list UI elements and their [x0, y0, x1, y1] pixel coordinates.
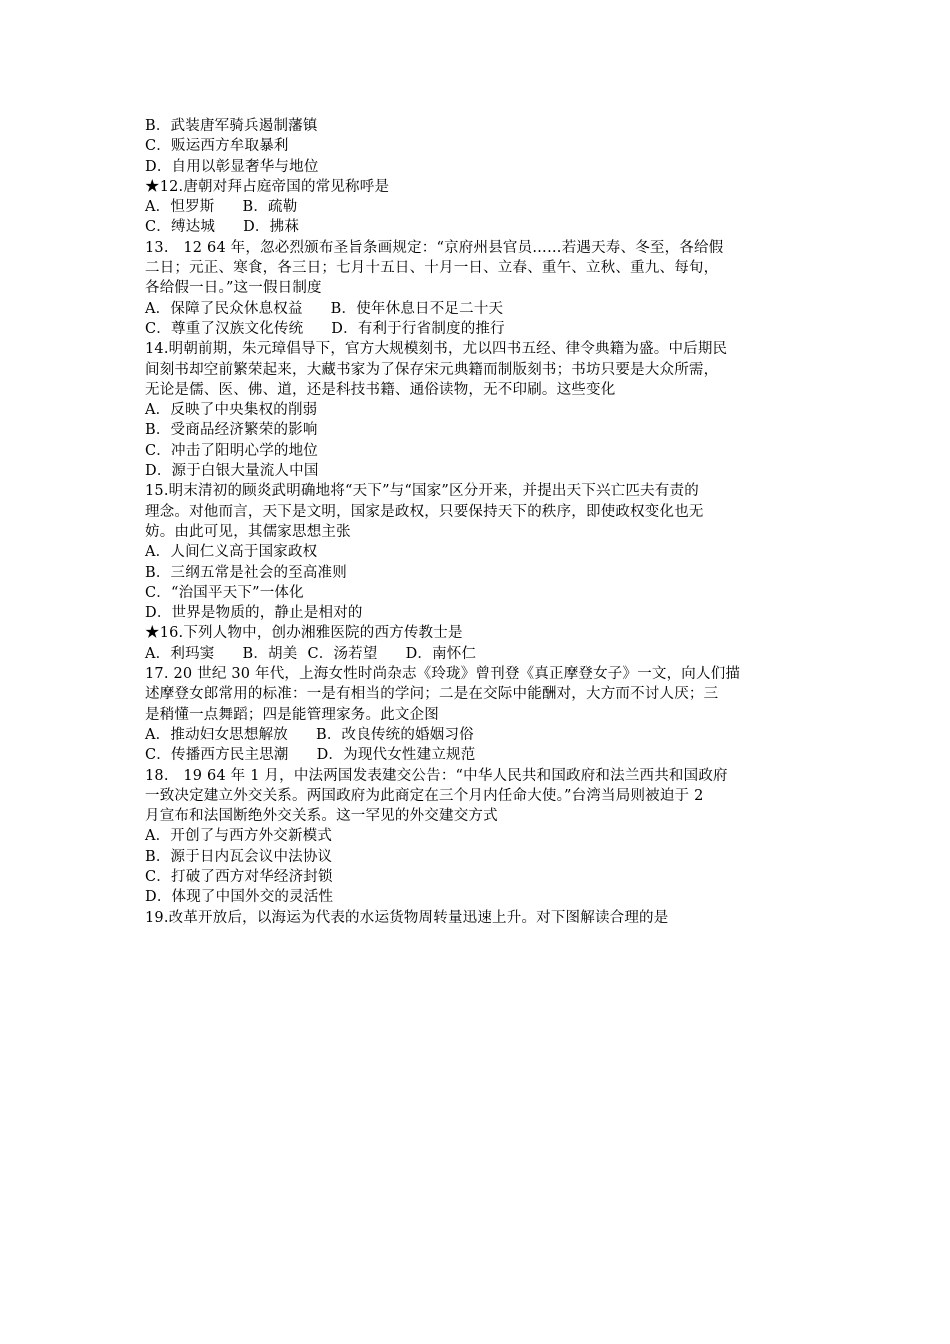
q11-option-b: B．武装唐军骑兵遏制藩镇: [145, 118, 318, 134]
q16-stem: ★16.下列人物中，创办湘雅医院的西方传教士是: [145, 625, 463, 642]
q11-option-c: C．贩运西方牟取暴利: [145, 138, 289, 155]
q14-stem-line-3: 无论是儒、医、佛、道，还是科技书籍、通俗读物，无不印刷。这些变化: [145, 381, 616, 398]
q13-option-b: B．使年休息日不足二十天: [330, 300, 504, 317]
q15-option-b: B．三纲五常是社会的至高准则: [145, 564, 347, 581]
q13-stem-line-1: 13. 12 64 年，忽必烈颁布圣旨条画规定：“京府州县官员……若遇天寿、冬至，各给假: [145, 239, 724, 256]
q14-stem-line-2: 间刻书却空前繁荣起来，大藏书家为了保存宋元典籍而制版刻书；书坊只要是大众所需，: [145, 361, 719, 378]
q16-option-b: B．胡美: [242, 645, 298, 662]
q18-stem-line-3: 月宣布和法国断绝外交关系。这一罕见的外交建交方式: [145, 808, 498, 825]
q12-options-row-1: [145, 197, 810, 217]
q14-option-c: C．冲击了阳明心学的地位: [145, 442, 318, 459]
q18-option-c: C．打破了西方对华经济封锁: [145, 868, 333, 885]
q13-stem-line-3: 各给假一日。”这一假日制度: [145, 280, 322, 297]
q17-option-b: B．改良传统的婚姻习俗: [315, 726, 474, 743]
q13-options-row-2: [145, 319, 810, 339]
q15-option-d: D．世界是物质的，静止是相对的: [145, 605, 363, 622]
q15-stem-line-1: 15.明末清初的顾炎武明确地将“天下”与“国家”区分开来，并提出天下兴亡匹夫有责的: [145, 483, 699, 500]
q12-options-row-2: [145, 217, 810, 237]
q17-stem-line-2: 述摩登女郎常用的标准：一是有相当的学问；二是在交际中能酬对，大方而不讨人厌；三: [145, 686, 719, 703]
q17-option-d: D．为现代女性建立规范: [316, 747, 476, 764]
q15-option-a: A．人间仁义高于国家政权: [145, 544, 318, 561]
q18-option-d: D．体现了中国外交的灵活性: [145, 889, 334, 906]
q14-option-d: D．源于白银大量流人中国: [145, 463, 319, 480]
q14-option-a: A．反映了中央集权的削弱: [145, 402, 318, 419]
q17-options-row-1: [145, 725, 810, 745]
q19-stem: 19.改革开放后，以海运为代表的水运货物周转量迅速上升。对下图解读合理的是: [145, 909, 669, 926]
q17-option-a: A．推动妇女思想解放: [145, 726, 288, 743]
q16-option-c: C．汤若望: [307, 645, 378, 662]
q17-option-c: C．传播西方民主思潮: [145, 747, 289, 764]
q12-option-d: D．拂菻: [243, 219, 300, 236]
q17-options-row-2: [145, 745, 810, 765]
q14-stem-line-1: 14.明朝前期，朱元璋倡导下，官方大规模刻书，尤以四书五经、律令典籍为盛。中后期民: [145, 341, 728, 358]
q18-stem-line-2: 一致决定建立外交关系。两国政府为此商定在三个月内任命大使。”台湾当局则被迫于 2: [145, 787, 704, 804]
q16-options-row: [145, 644, 810, 664]
q12-option-b: B．疏勒: [242, 199, 298, 216]
q18-option-b: B．源于日内瓦会议中法协议: [145, 848, 333, 865]
q13-stem-line-2: 二日；元正、寒食，各三日；七月十五日、十月一日、立春、重午、立秋、重九、每旬，: [145, 260, 719, 277]
q16-option-d: D．南怀仁: [405, 645, 477, 662]
q16-option-a: A．利玛窦: [145, 645, 215, 662]
q12-option-a: A．怛罗斯: [145, 199, 215, 216]
q18-option-a: A．开创了与西方外交新模式: [145, 828, 333, 845]
q11-option-d: D．自用以彰显奢华与地位: [145, 158, 319, 175]
q18-stem-line-1: 18. 19 64 年 1 月，中法两国发表建交公告：“中华人民共和国政府和法兰西共和国政府: [145, 767, 728, 784]
q15-stem-line-3: 妨。由此可见，其儒家思想主张: [145, 523, 351, 540]
q13-option-c: C．尊重了汉族文化传统: [145, 320, 304, 337]
q13-option-a: A．保障了民众休息权益: [145, 300, 303, 317]
q12-stem: ★12.唐朝对拜占庭帝国的常见称呼是: [145, 178, 390, 195]
q13-options-row-1: [145, 299, 810, 319]
q14-option-b: B．受商品经济繁荣的影响: [145, 422, 318, 439]
q17-stem-line-3: 是稍懂一点舞蹈；四是能管理家务。此文企图: [145, 706, 439, 723]
q15-option-c: C．“治国平天下”一体化: [145, 584, 304, 601]
q12-option-c: C．缚达城: [145, 219, 216, 236]
q17-stem-line-1: 17. 20 世纪 30 年代，上海女性时尚杂志《玲珑》曾刊登《真正摩登女子》一文，向人们描: [145, 666, 741, 683]
exam-page: [145, 116, 810, 928]
q15-stem-line-2: 理念。对他而言，天下是文明，国家是政权，只要保持天下的秩序，即使政权变化也无: [145, 503, 704, 520]
q13-option-d: D．有利于行省制度的推行: [331, 320, 505, 337]
